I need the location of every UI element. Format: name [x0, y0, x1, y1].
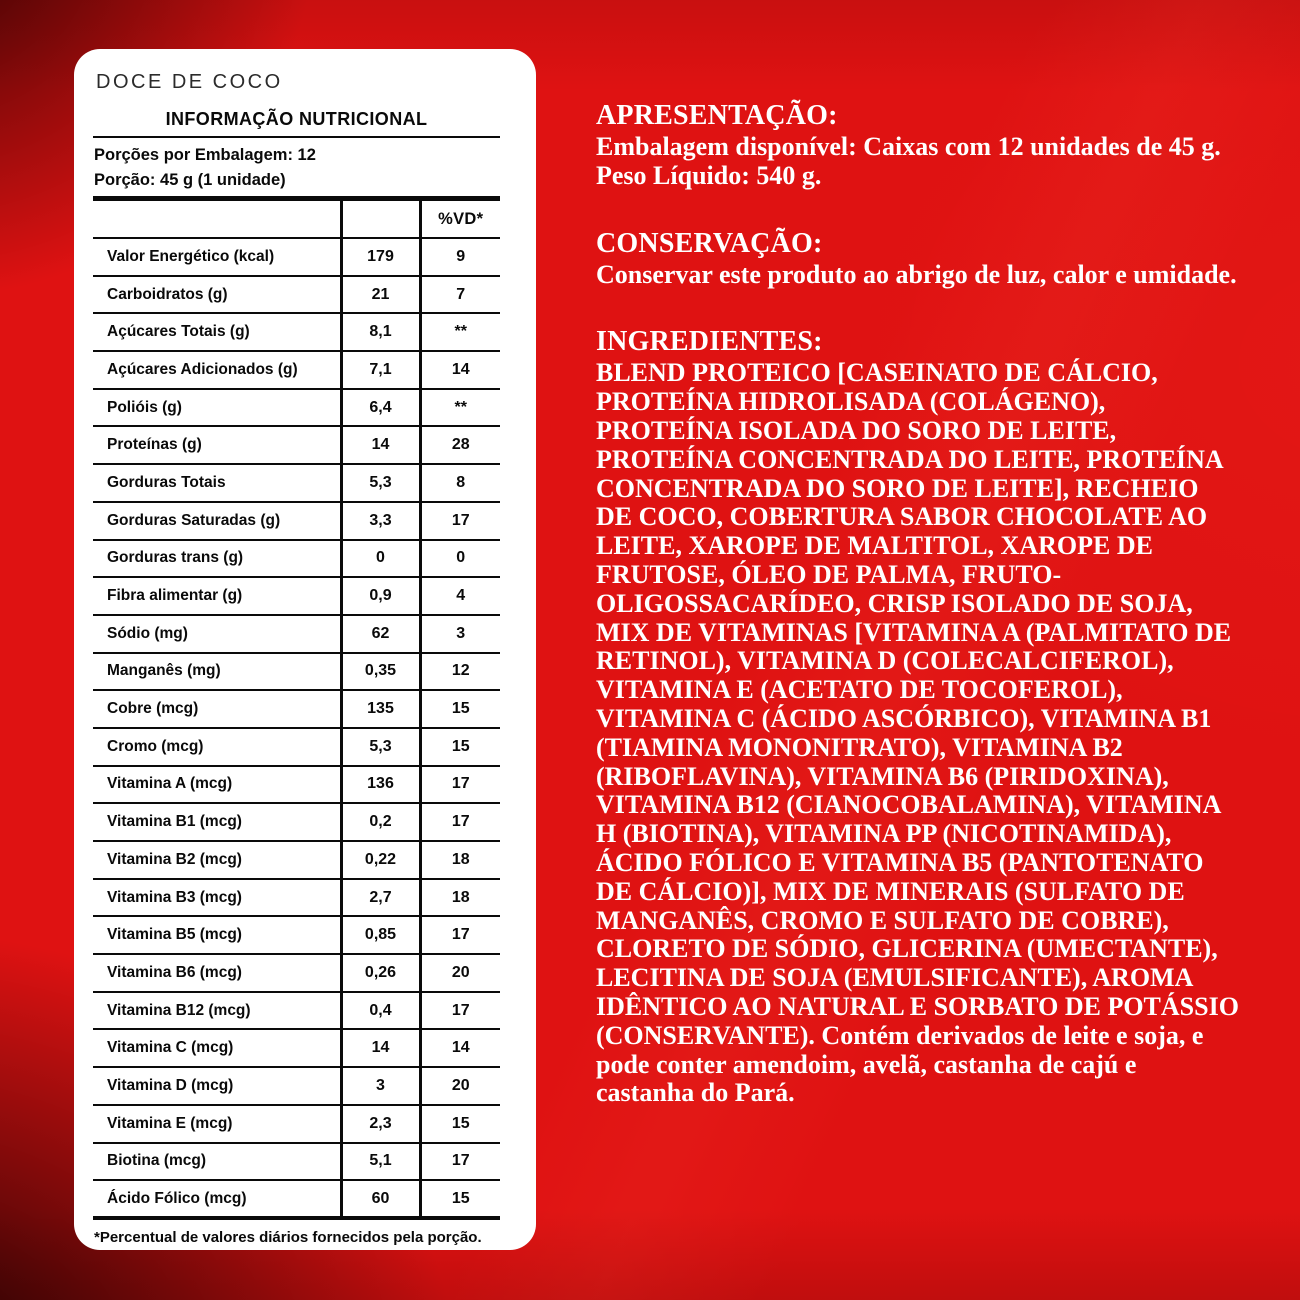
- table-row: [93, 389, 500, 427]
- table-row: [93, 502, 500, 540]
- nutrient-label: Vitamina B6 (mcg): [93, 954, 341, 992]
- nutrient-daily-value: 28: [420, 426, 500, 464]
- table-row: [93, 577, 500, 615]
- nutrient-daily-value: 14: [420, 351, 500, 389]
- nutrient-label: Manganês (mg): [93, 653, 341, 691]
- nutrient-value: 6,4: [341, 389, 420, 427]
- nutrient-value: 0: [341, 540, 420, 578]
- nutrient-value: 5,3: [341, 464, 420, 502]
- nutrient-value: 62: [341, 615, 420, 653]
- nutrient-daily-value: 14: [420, 1029, 500, 1067]
- nutrient-value: 3,3: [341, 502, 420, 540]
- nutrient-daily-value: **: [420, 313, 500, 351]
- nutrient-value: 5,1: [341, 1143, 420, 1181]
- nutrient-label: Gorduras Saturadas (g): [93, 502, 341, 540]
- nutrient-label: Açúcares Totais (g): [93, 313, 341, 351]
- nutrient-label: Gorduras trans (g): [93, 540, 341, 578]
- table-header-row: [93, 201, 500, 238]
- nutrient-value: 21: [341, 276, 420, 314]
- nutrient-daily-value: 20: [420, 954, 500, 992]
- nutrient-value: 14: [341, 1029, 420, 1067]
- table-row: [93, 276, 500, 314]
- nutrient-value: 0,4: [341, 992, 420, 1030]
- nutrient-value: 136: [341, 766, 420, 804]
- nutrient-label: Polióis (g): [93, 389, 341, 427]
- nutrient-daily-value: 7: [420, 276, 500, 314]
- table-row: [93, 992, 500, 1030]
- nutrient-value: 0,26: [341, 954, 420, 992]
- nutrient-label: Vitamina A (mcg): [93, 766, 341, 804]
- nutrient-daily-value: 15: [420, 728, 500, 766]
- nutrient-label: Cobre (mcg): [93, 690, 341, 728]
- nutrient-label: Proteínas (g): [93, 426, 341, 464]
- servings-per-package: Porções por Embalagem: 12: [94, 146, 316, 164]
- nutrient-daily-value: 15: [420, 690, 500, 728]
- nutrient-label: Vitamina B5 (mcg): [93, 916, 341, 954]
- nutrient-label: Vitamina D (mcg): [93, 1067, 341, 1105]
- nutrient-label: Açúcares Adicionados (g): [93, 351, 341, 389]
- nutrient-label: Vitamina B12 (mcg): [93, 992, 341, 1030]
- table-row: [93, 916, 500, 954]
- table-row: [93, 540, 500, 578]
- table-row: [93, 313, 500, 351]
- nutrient-value: 0,2: [341, 803, 420, 841]
- nutrient-label: Gorduras Totais: [93, 464, 341, 502]
- table-row: [93, 766, 500, 804]
- table-row: [93, 351, 500, 389]
- nutrient-value: 0,85: [341, 916, 420, 954]
- table-row: [93, 841, 500, 879]
- nutrient-label: Valor Energético (kcal): [93, 238, 341, 276]
- nutrient-daily-value: 12: [420, 653, 500, 691]
- nutrient-value: 0,35: [341, 653, 420, 691]
- nutrient-daily-value: 20: [420, 1067, 500, 1105]
- nutrient-label: Vitamina B3 (mcg): [93, 879, 341, 917]
- nutrient-daily-value: 17: [420, 916, 500, 954]
- serving-block: [93, 143, 500, 193]
- right-text-column: [596, 100, 1240, 1108]
- nutrient-value: 3: [341, 1067, 420, 1105]
- table-row: [93, 1105, 500, 1143]
- nutrient-daily-value: 3: [420, 615, 500, 653]
- table-row: [93, 1029, 500, 1067]
- divider-thin: [93, 136, 500, 138]
- table-row: [93, 690, 500, 728]
- table-row: [93, 803, 500, 841]
- nutrient-label: Carboidratos (g): [93, 276, 341, 314]
- nutrient-value: 0,22: [341, 841, 420, 879]
- nutrient-daily-value: 9: [420, 238, 500, 276]
- table-row: [93, 728, 500, 766]
- nutrient-label: Fibra alimentar (g): [93, 577, 341, 615]
- table-row: [93, 426, 500, 464]
- nutrient-value: 2,3: [341, 1105, 420, 1143]
- nutrient-daily-value: 15: [420, 1105, 500, 1143]
- nutrient-label: Ácido Fólico (mcg): [93, 1180, 341, 1218]
- nutrient-label: Biotina (mcg): [93, 1143, 341, 1181]
- section-conservacao: [596, 228, 1240, 290]
- nutrient-label: Vitamina B1 (mcg): [93, 803, 341, 841]
- nutrient-value: 179: [341, 238, 420, 276]
- conservacao-body: Conservar este produto ao abrigo de luz, calor e umidade.: [596, 259, 1237, 289]
- nutrient-value: 5,3: [341, 728, 420, 766]
- nutrient-label: Vitamina E (mcg): [93, 1105, 341, 1143]
- section-ingredientes: [596, 326, 1240, 1108]
- portion-size: Porção: 45 g (1 unidade): [94, 171, 286, 189]
- product-name: DOCE DE COCO: [96, 71, 283, 93]
- table-row: [93, 653, 500, 691]
- nutrition-card: [74, 49, 536, 1250]
- nutrient-daily-value: 17: [420, 1143, 500, 1181]
- header-value-cell: [341, 201, 420, 238]
- nutrition-table-body: [93, 201, 500, 1218]
- table-row: [93, 1143, 500, 1181]
- ingredientes-body: BLEND PROTEICO [CASEINATO DE CÁLCIO, PROTEÍNA HIDROLISADA (COLÁGENO), PROTEÍNA ISOLADA DO SORO DE LEITE, PROTEÍNA CONCENTRADA DO LEITE, PROTEÍNA CONCENTRADA DO SORO DE LEITE], RECHEIO DE COCO, COBERTURA SABOR CHOCOLATE AO LEITE, XAROPE DE MALTITOL, XAROPE DE FRUTOSE, ÓLEO DE PALMA, FRUTO-OLIGOSSACARÍDEO, CRISP ISOLADO DE SOJA, MIX DE VITAMINAS [VITAMINA A (PALMITATO DE RETINOL), VITAMINA D (COLECALCIFEROL), VITAMINA E (ACETATO DE TOCOFEROL), VITAMINA C (ÁCIDO ASCÓRBICO), VITAMINA B1 (TIAMINA MONONITRATO), VITAMINA B2 (RIBOFLAVINA), VITAMINA B6 (PIRIDOXINA), VITAMINA B12 (CIANOCOBALAMINA), VITAMINA H (BIOTINA), VITAMINA PP (NICOTINAMIDA), ÁCIDO FÓLICO E VITAMINA B5 (PANTOTENATO DE CÁLCIO)], MIX DE MINERAIS (SULFATO DE MANGANÊS, CROMO E SULFATO DE COBRE), CLORETO DE SÓDIO, GLICERINA (UMECTANTE), LECITINA DE SOJA (EMULSIFICANTE), AROMA IDÊNTICO AO NATURAL E SORBATO DE POTÁSSIO (CONSERVANTE). Contém derivados de leite e soja, e pode conter amendoim, avelã, castanha de cajú e castanha do Pará.: [596, 358, 1239, 1108]
- table-row: [93, 615, 500, 653]
- nutrient-daily-value: 18: [420, 841, 500, 879]
- table-row: [93, 954, 500, 992]
- nutrient-daily-value: 17: [420, 992, 500, 1030]
- table-row: [93, 464, 500, 502]
- nutrient-value: 2,7: [341, 879, 420, 917]
- table-footnote: *Percentual de valores diários fornecidos pela porção.: [94, 1228, 482, 1246]
- nutrient-daily-value: 4: [420, 577, 500, 615]
- nutrient-value: 14: [341, 426, 420, 464]
- nutrient-label: Sódio (mg): [93, 615, 341, 653]
- conservacao-heading: CONSERVAÇÃO:: [596, 227, 823, 259]
- nutrient-daily-value: 18: [420, 879, 500, 917]
- nutrition-table: [93, 201, 500, 1220]
- nutrient-daily-value: 17: [420, 803, 500, 841]
- nutrient-daily-value: 17: [420, 502, 500, 540]
- nutrition-table-title: INFORMAÇÃO NUTRICIONAL: [165, 109, 428, 129]
- table-row: [93, 1067, 500, 1105]
- header-label-cell: [93, 201, 341, 238]
- nutrition-table-wrap: [93, 109, 500, 1246]
- nutrient-daily-value: 8: [420, 464, 500, 502]
- header-vd-cell: %VD*: [420, 201, 500, 238]
- nutrient-label: Cromo (mcg): [93, 728, 341, 766]
- nutrient-value: 7,1: [341, 351, 420, 389]
- nutrient-daily-value: 0: [420, 540, 500, 578]
- table-row: [93, 879, 500, 917]
- nutrient-label: Vitamina B2 (mcg): [93, 841, 341, 879]
- nutrient-value: 135: [341, 690, 420, 728]
- nutrient-value: 60: [341, 1180, 420, 1218]
- nutrient-daily-value: 17: [420, 766, 500, 804]
- nutrient-value: 8,1: [341, 313, 420, 351]
- nutrient-daily-value: **: [420, 389, 500, 427]
- apresentacao-body: Embalagem disponível: Caixas com 12 unidades de 45 g. Peso Líquido: 540 g.: [596, 132, 1221, 190]
- apresentacao-heading: APRESENTAÇÃO:: [596, 100, 838, 131]
- nutrient-label: Vitamina C (mcg): [93, 1029, 341, 1067]
- ingredientes-heading: INGREDIENTES:: [596, 326, 823, 358]
- table-row: [93, 238, 500, 276]
- table-row: [93, 1180, 500, 1218]
- section-apresentacao: [596, 100, 1240, 191]
- nutrient-value: 0,9: [341, 577, 420, 615]
- nutrient-daily-value: 15: [420, 1180, 500, 1218]
